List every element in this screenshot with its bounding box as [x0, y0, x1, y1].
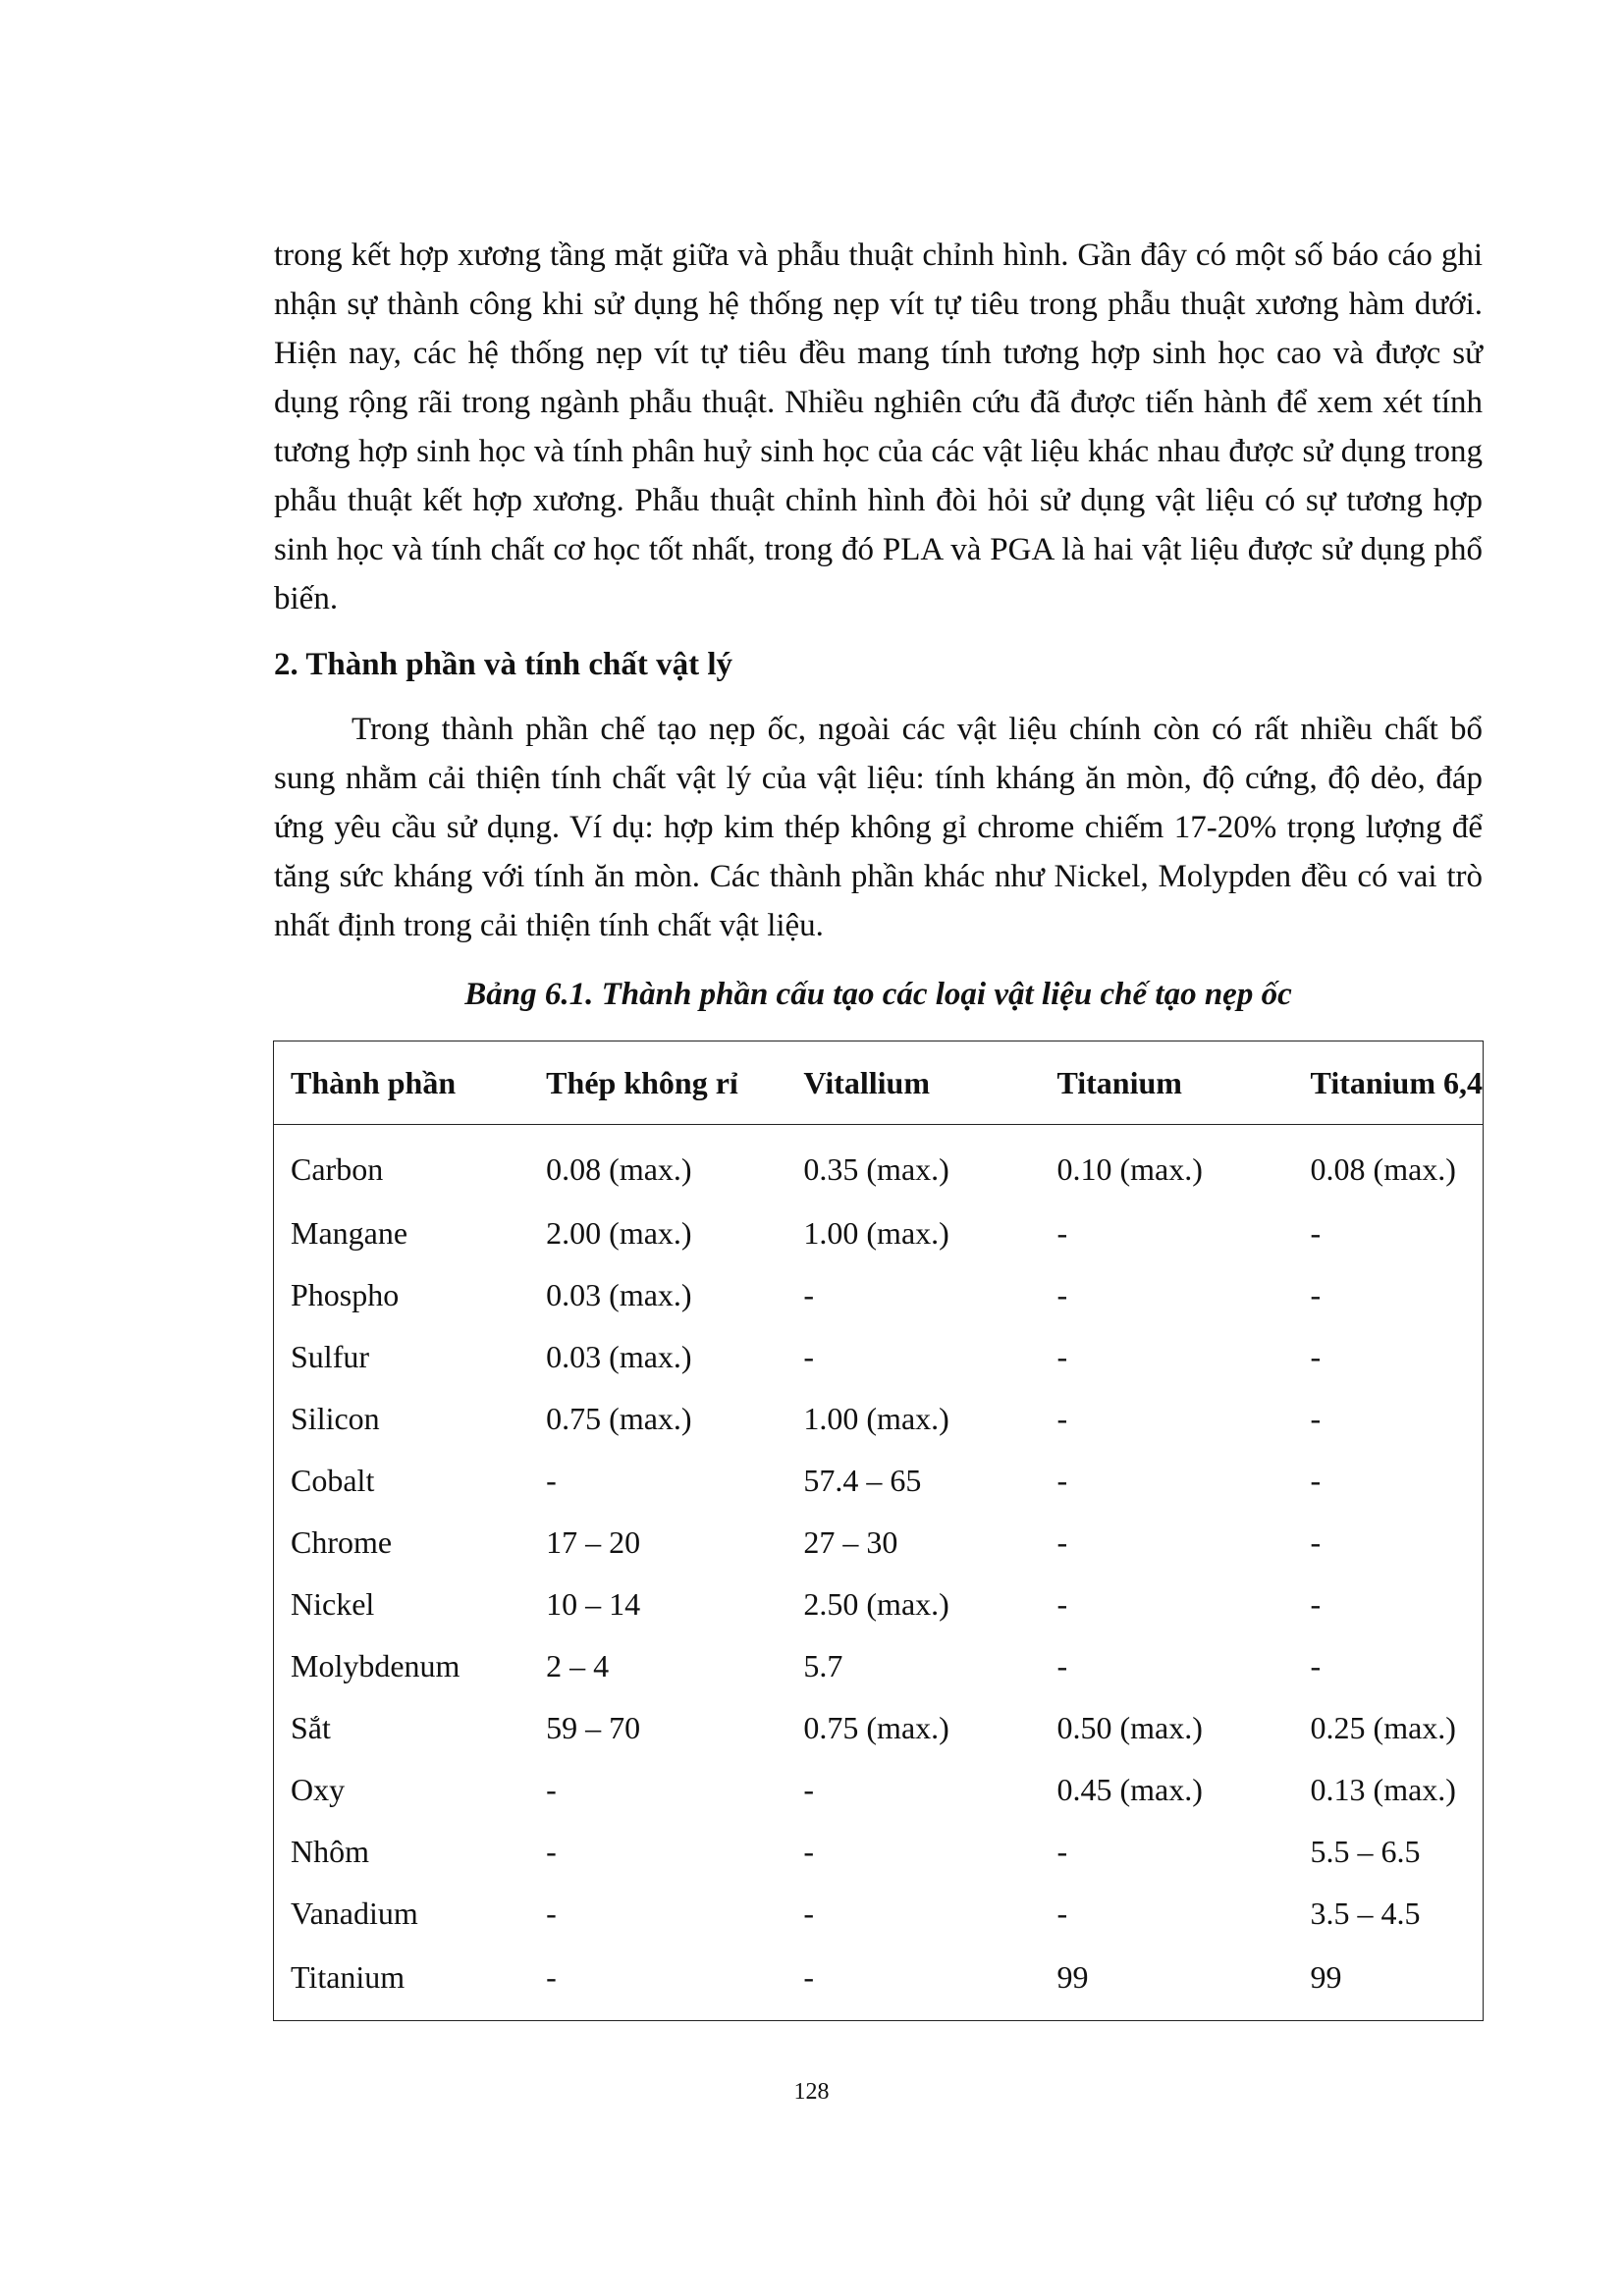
header-component: Thành phần — [274, 1041, 530, 1125]
cell-component: Cobalt — [291, 1463, 375, 1498]
cell-component: Carbon — [291, 1151, 384, 1187]
cell-titanium-6-4: 5.5 – 6.5 — [1310, 1834, 1421, 1869]
cell-stainless-steel: 17 – 20 — [546, 1524, 641, 1560]
cell-titanium-6-4: - — [1310, 1339, 1322, 1374]
cell-stainless-steel: 2 – 4 — [546, 1648, 610, 1683]
cell-titanium-6-4: - — [1310, 1586, 1322, 1622]
table-row — [274, 1574, 1484, 1635]
cell-titanium: 0.10 (max.) — [1056, 1151, 1203, 1187]
cell-vitallium: 27 – 30 — [803, 1524, 898, 1560]
table-row — [274, 1202, 1484, 1264]
cell-vitallium: - — [803, 1959, 815, 1995]
cell-stainless-steel: 0.03 (max.) — [546, 1339, 692, 1374]
cell-component: Chrome — [291, 1524, 393, 1560]
table-header — [274, 1041, 1484, 1125]
cell-stainless-steel: - — [546, 1896, 557, 1931]
cell-titanium: - — [1056, 1896, 1068, 1931]
cell-vitallium: 0.35 (max.) — [803, 1151, 949, 1187]
cell-stainless-steel: - — [546, 1463, 557, 1498]
cell-vitallium: 2.50 (max.) — [803, 1586, 949, 1622]
cell-titanium: 99 — [1056, 1959, 1089, 1995]
section-heading: 2. Thành phần và tính chất vật lý — [274, 647, 733, 682]
cell-titanium: - — [1056, 1463, 1068, 1498]
cell-vitallium: 5.7 — [803, 1648, 843, 1683]
header-titanium: Titanium — [1040, 1041, 1293, 1125]
cell-vitallium: 1.00 (max.) — [803, 1215, 949, 1251]
cell-titanium: - — [1056, 1834, 1068, 1869]
cell-titanium-6-4: - — [1310, 1277, 1322, 1312]
cell-titanium: 0.45 (max.) — [1056, 1772, 1203, 1807]
cell-stainless-steel: 59 – 70 — [546, 1710, 641, 1745]
cell-titanium: - — [1056, 1215, 1068, 1251]
table-body — [274, 1125, 1484, 2021]
cell-stainless-steel: 0.03 (max.) — [546, 1277, 692, 1312]
cell-titanium-6-4: 0.13 (max.) — [1310, 1772, 1456, 1807]
cell-titanium-6-4: - — [1310, 1648, 1322, 1683]
cell-component: Nickel — [291, 1586, 375, 1622]
table-row — [274, 1821, 1484, 1883]
cell-component: Molybdenum — [291, 1648, 460, 1683]
cell-titanium: - — [1056, 1339, 1068, 1374]
cell-stainless-steel: 0.08 (max.) — [546, 1151, 692, 1187]
cell-titanium: - — [1056, 1648, 1068, 1683]
cell-titanium: 0.50 (max.) — [1056, 1710, 1203, 1745]
cell-titanium-6-4: - — [1310, 1463, 1322, 1498]
cell-titanium-6-4: 3.5 – 4.5 — [1310, 1896, 1421, 1931]
header-vitallium: Vitallium — [786, 1041, 1040, 1125]
cell-titanium-6-4: - — [1310, 1215, 1322, 1251]
cell-titanium: - — [1056, 1401, 1068, 1436]
header-stainless-steel: Thép không rỉ — [529, 1041, 786, 1125]
table-row — [274, 1326, 1484, 1388]
cell-titanium-6-4: - — [1310, 1401, 1322, 1436]
cell-stainless-steel: 10 – 14 — [546, 1586, 641, 1622]
cell-stainless-steel: - — [546, 1772, 557, 1807]
table-row — [274, 1945, 1484, 2021]
cell-titanium-6-4: 0.08 (max.) — [1310, 1151, 1456, 1187]
cell-vitallium: - — [803, 1896, 815, 1931]
cell-vitallium: - — [803, 1772, 815, 1807]
materials-composition-table — [273, 1041, 1484, 2021]
page-number: 128 — [793, 2079, 830, 2105]
section-paragraph: Trong thành phần chế tạo nẹp ốc, ngoài các vật liệu chính còn có rất nhiều chất bổ sung nhằm cải thiện tính chất vật lý của vật liệu: tính kháng ăn mòn, độ cứng, độ dẻo, đáp ứng yêu cầu sử dụng. Ví dụ: hợp kim thép không gỉ chrome chiếm 17-20% trọng lượng để tăng sức kháng với tính ăn mòn. Các thành phần khác như Nickel, Molypden đều có vai trò nhất định trong cải thiện tính chất vật liệu. — [274, 712, 1483, 943]
table-row — [274, 1697, 1484, 1759]
cell-titanium: - — [1056, 1586, 1068, 1622]
cell-component: Oxy — [291, 1772, 346, 1807]
cell-stainless-steel: - — [546, 1959, 557, 1995]
cell-component: Titanium — [291, 1959, 406, 1995]
table-row — [274, 1450, 1484, 1512]
header-titanium-6-4: Titanium 6,4 — [1294, 1041, 1484, 1125]
table-row — [274, 1125, 1484, 1203]
cell-vitallium: - — [803, 1834, 815, 1869]
cell-component: Silicon — [291, 1401, 380, 1436]
cell-vitallium: 57.4 – 65 — [803, 1463, 922, 1498]
table-row — [274, 1635, 1484, 1697]
cell-component: Sắt — [291, 1710, 331, 1745]
table-row — [274, 1883, 1484, 1945]
table-row — [274, 1264, 1484, 1326]
table-caption: Bảng 6.1. Thành phần cấu tạo các loại vật liệu chế tạo nẹp ốc — [464, 977, 1292, 1012]
intro-paragraph: trong kết hợp xương tầng mặt giữa và phẫu thuật chỉnh hình. Gần đây có một số báo cáo ghi nhận sự thành công khi sử dụng hệ thống nẹp vít tự tiêu trong phẫu thuật xương hàm dưới. Hiện nay, các hệ thống nẹp vít tự tiêu đều mang tính tương hợp sinh học cao và được sử dụng rộng rãi trong ngành phẫu thuật. Nhiều nghiên cứu đã được tiến hành để xem xét tính tương hợp sinh học và tính phân huỷ sinh học của các vật liệu khác nhau được sử dụng trong phẫu thuật kết hợp xương. Phẫu thuật chỉnh hình đòi hỏi sử dụng vật liệu có sự tương hợp sinh học và tính chất cơ học tốt nhất, trong đó PLA và PGA là hai vật liệu được sử dụng phổ biến. — [274, 238, 1483, 616]
cell-vitallium: 1.00 (max.) — [803, 1401, 949, 1436]
cell-stainless-steel: - — [546, 1834, 557, 1869]
table-row — [274, 1759, 1484, 1821]
cell-stainless-steel: 2.00 (max.) — [546, 1215, 692, 1251]
cell-component: Phospho — [291, 1277, 400, 1312]
cell-component: Sulfur — [291, 1339, 369, 1374]
cell-stainless-steel: 0.75 (max.) — [546, 1401, 692, 1436]
cell-titanium-6-4: 99 — [1310, 1959, 1342, 1995]
cell-vitallium: - — [803, 1339, 815, 1374]
cell-vitallium: 0.75 (max.) — [803, 1710, 949, 1745]
cell-titanium-6-4: - — [1310, 1524, 1322, 1560]
table-row — [274, 1512, 1484, 1574]
cell-titanium-6-4: 0.25 (max.) — [1310, 1710, 1456, 1745]
cell-component: Vanadium — [291, 1896, 418, 1931]
cell-titanium: - — [1056, 1524, 1068, 1560]
cell-component: Nhôm — [291, 1834, 369, 1869]
cell-vitallium: - — [803, 1277, 815, 1312]
table-header-row — [274, 1041, 1484, 1125]
cell-component: Mangane — [291, 1215, 408, 1251]
table-row — [274, 1388, 1484, 1450]
cell-titanium: - — [1056, 1277, 1068, 1312]
